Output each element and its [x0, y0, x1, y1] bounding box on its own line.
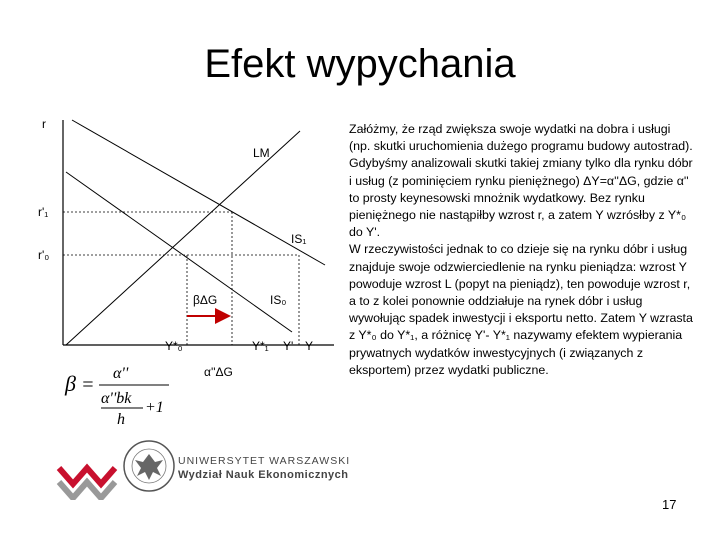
formula-plus-one: +1: [145, 399, 164, 416]
axis-y-label: r: [42, 117, 46, 131]
alpha-dg-label: α''ΔG: [204, 365, 233, 379]
r1-label: r'₁: [38, 205, 49, 219]
university-name: UNIWERSYTET WARSZAWSKI: [178, 455, 351, 467]
page-number: 17: [662, 497, 677, 512]
is1-label: IS₁: [291, 232, 307, 246]
formula-eq: =: [81, 374, 95, 396]
y1-label: Y*₁: [252, 339, 269, 353]
formula-den-den: h: [117, 411, 125, 428]
is1-curve: [72, 120, 325, 265]
faculty-logo: [55, 438, 180, 500]
formula-lhs: β: [65, 371, 76, 396]
description-paragraph-1: Załóżmy, że rząd zwiększa swoje wydatki na dobra i usługi (np. skutki uruchomienia dużego programu budowy autostrad).: [349, 122, 693, 154]
y0-label: Y*₀: [165, 339, 183, 353]
formula-den-num: α''bk: [101, 390, 132, 407]
faculty-name: Wydział Nauk Ekonomicznych: [178, 469, 349, 481]
description-paragraph-3: W rzeczywistości jednak to co dzieje się na rynku dóbr i usług znajduje swoje odzwierciedlenie na rynku pieniądza: wzrost Y powoduje wzrost L (popyt na pieniądz), ten powoduje wzrost r, a to z kolei ponownie oddziałuje na rynek dóbr i usług wywołując spadek inwestycji i eksportu netto. Zatem Y wzrasta z Y*₀ do Y*₁, a różnicę Y'- Y*₁ nazywamy efektem wypierania prywatnych wydatków inwestycyjnych (i związanych z eksportem) przez wydatki publiczne.: [349, 242, 693, 377]
slide-title: Efekt wypychania: [204, 42, 516, 86]
lm-label: LM: [253, 146, 270, 160]
beta-formula: [63, 358, 173, 435]
yprime-label: Y': [283, 339, 294, 353]
is0-curve: [66, 172, 292, 332]
description-paragraph-2: Gdybyśmy analizowali skutki takiej zmiany tylko dla rynku dóbr i usług (z pominięciem rynku pieniężnego) ΔY=α''ΔG, gdzie α'' to prosty keynesowski mnożnik wydatkowy. Bez rynku pieniężnego nie nastąpiłby wzrost r, a zatem Y wzrósłby z Y*₀ do Y'.: [349, 156, 693, 240]
logo-text: [178, 455, 350, 481]
axis-x-label: Y: [305, 339, 314, 353]
formula-num: α'': [113, 365, 129, 382]
description-text: [349, 121, 694, 379]
logo-chevron-gray: [59, 482, 115, 498]
r0-label: r'₀: [38, 248, 50, 262]
is0-label: IS₀: [270, 293, 287, 307]
beta-dg-label: βΔG: [193, 293, 218, 307]
